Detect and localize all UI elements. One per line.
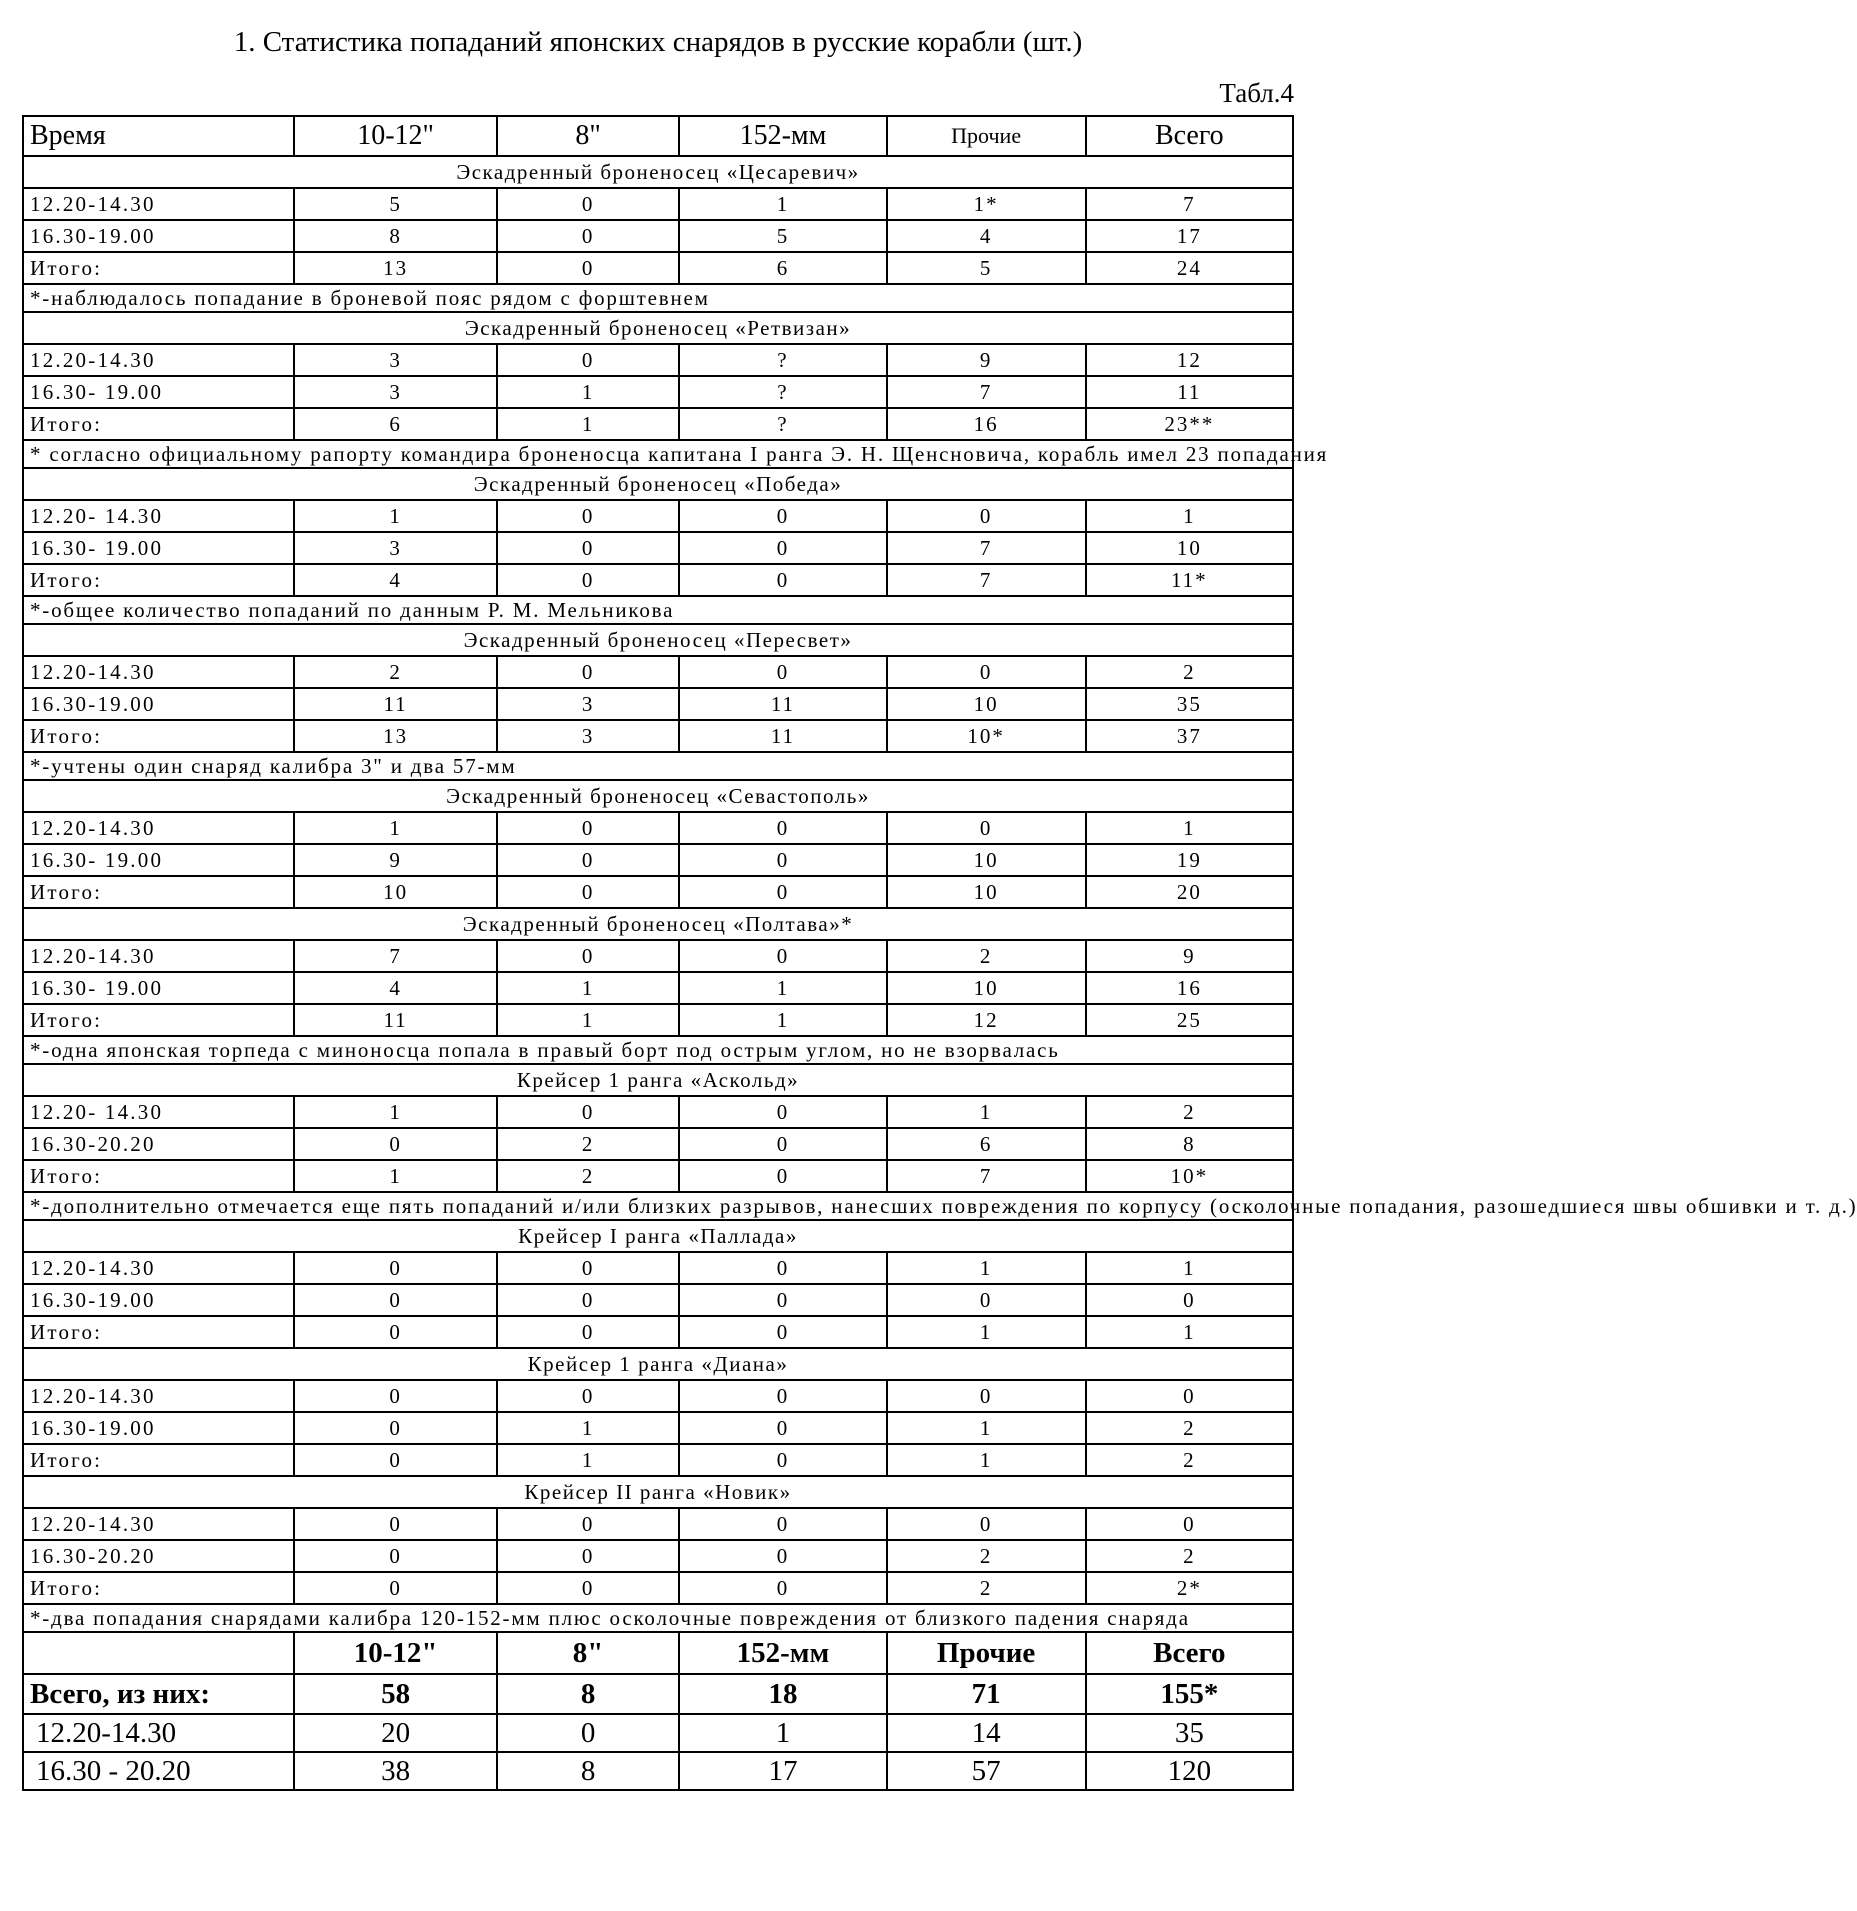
- cell-caliber-152mm: 0: [679, 1540, 886, 1572]
- cell-caliber-8: 0: [497, 876, 679, 908]
- summary-cell-time: 12.20-14.30: [23, 1714, 294, 1752]
- cell-total: 2: [1086, 1540, 1293, 1572]
- cell-total: 0: [1086, 1380, 1293, 1412]
- cell-caliber-8: 0: [497, 844, 679, 876]
- cell-total: 10: [1086, 532, 1293, 564]
- summary-cell-other: 57: [887, 1752, 1086, 1790]
- cell-total: 2: [1086, 656, 1293, 688]
- summary-cell-caliber-152mm: 17: [679, 1752, 886, 1790]
- cell-other: 10*: [887, 720, 1086, 752]
- cell-time: Итого:: [23, 564, 294, 596]
- cell-caliber-152mm: 0: [679, 876, 886, 908]
- cell-other: 10: [887, 688, 1086, 720]
- cell-caliber-10-12: 13: [294, 252, 497, 284]
- cell-caliber-152mm: 0: [679, 1444, 886, 1476]
- cell-caliber-152mm: 5: [679, 220, 886, 252]
- cell-caliber-152mm: 0: [679, 532, 886, 564]
- cell-caliber-152mm: 0: [679, 1572, 886, 1604]
- cell-caliber-152mm: ?: [679, 344, 886, 376]
- cell-time: 12.20-14.30: [23, 1380, 294, 1412]
- cell-time: Итого:: [23, 1444, 294, 1476]
- ship-name: Крейсер I ранга «Паллада»: [23, 1220, 1293, 1252]
- cell-total: 2: [1086, 1096, 1293, 1128]
- cell-caliber-152mm: 6: [679, 252, 886, 284]
- table-row: [23, 1508, 1293, 1540]
- cell-other: 1: [887, 1444, 1086, 1476]
- cell-time: Итого:: [23, 1316, 294, 1348]
- table-row: [23, 1380, 1293, 1412]
- summary-cell-caliber-152mm: 1: [679, 1714, 886, 1752]
- ship-name: Эскадренный броненосец «Полтава»*: [23, 908, 1293, 940]
- cell-caliber-10-12: 11: [294, 1004, 497, 1036]
- cell-time: 12.20-14.30: [23, 344, 294, 376]
- cell-other: 2: [887, 940, 1086, 972]
- cell-caliber-8: 0: [497, 656, 679, 688]
- table-row: [23, 532, 1293, 564]
- footnote: *-дополнительно отмечается еще пять попаданий и/или близких разрывов, нанесших повреждения по корпусу (осколочные попадания, разошедшиеся швы обшивки и т. д.): [23, 1192, 1293, 1220]
- ship-name: Эскадренный броненосец «Победа»: [23, 468, 1293, 500]
- cell-caliber-8: 2: [497, 1128, 679, 1160]
- cell-caliber-8: 1: [497, 1004, 679, 1036]
- cell-other: 9: [887, 344, 1086, 376]
- cell-other: 10: [887, 876, 1086, 908]
- cell-caliber-8: 3: [497, 720, 679, 752]
- cell-caliber-10-12: 0: [294, 1508, 497, 1540]
- ship-header-row: [23, 1220, 1293, 1252]
- cell-total: 11: [1086, 376, 1293, 408]
- cell-time: 12.20- 14.30: [23, 1096, 294, 1128]
- cell-caliber-10-12: 0: [294, 1316, 497, 1348]
- footnote-row: [23, 596, 1293, 624]
- footnote-row: [23, 752, 1293, 780]
- footnote: *-общее количество попаданий по данным Р. М. Мельникова: [23, 596, 1293, 624]
- cell-other: 0: [887, 500, 1086, 532]
- cell-time: Итого:: [23, 876, 294, 908]
- table-row: [23, 1128, 1293, 1160]
- ship-header-row: [23, 624, 1293, 656]
- cell-other: 1: [887, 1252, 1086, 1284]
- ship-name: Эскадренный броненосец «Цесаревич»: [23, 156, 1293, 188]
- ship-name: Эскадренный броненосец «Ретвизан»: [23, 312, 1293, 344]
- cell-time: 16.30- 19.00: [23, 376, 294, 408]
- summary-cell-caliber-10-12: 20: [294, 1714, 497, 1752]
- cell-caliber-8: 0: [497, 812, 679, 844]
- cell-total: 23**: [1086, 408, 1293, 440]
- ship-name: Крейсер 1 ранга «Диана»: [23, 1348, 1293, 1380]
- footnote: *-учтены один снаряд калибра 3" и два 57-мм: [23, 752, 1293, 780]
- footnote: *-наблюдалось попадание в броневой пояс рядом с форштевнем: [23, 284, 1293, 312]
- summary-header-caliber-8: 8": [497, 1632, 679, 1674]
- cell-other: 0: [887, 812, 1086, 844]
- summary-total-caliber-8: 8: [497, 1674, 679, 1714]
- cell-caliber-10-12: 11: [294, 688, 497, 720]
- cell-total: 24: [1086, 252, 1293, 284]
- ship-header-row: [23, 1064, 1293, 1096]
- cell-total: 0: [1086, 1508, 1293, 1540]
- cell-other: 2: [887, 1540, 1086, 1572]
- cell-total: 17: [1086, 220, 1293, 252]
- cell-total: 25: [1086, 1004, 1293, 1036]
- cell-time: 16.30-19.00: [23, 1284, 294, 1316]
- table-row: [23, 408, 1293, 440]
- table-row: [23, 688, 1293, 720]
- table-row: [23, 1160, 1293, 1192]
- table-row: [23, 940, 1293, 972]
- cell-caliber-8: 0: [497, 344, 679, 376]
- summary-cell-other: 14: [887, 1714, 1086, 1752]
- cell-caliber-152mm: 0: [679, 1096, 886, 1128]
- cell-caliber-8: 0: [497, 940, 679, 972]
- table-label: Табл.4: [1219, 78, 1294, 108]
- summary-period-row: [23, 1714, 1293, 1752]
- cell-total: 20: [1086, 876, 1293, 908]
- column-header-time: Время: [23, 116, 294, 156]
- cell-total: 2*: [1086, 1572, 1293, 1604]
- cell-caliber-8: 1: [497, 972, 679, 1004]
- cell-caliber-10-12: 3: [294, 344, 497, 376]
- cell-time: 12.20-14.30: [23, 1252, 294, 1284]
- cell-caliber-152mm: 1: [679, 972, 886, 1004]
- cell-caliber-152mm: 0: [679, 844, 886, 876]
- summary-header-caliber-10-12: 10-12": [294, 1632, 497, 1674]
- cell-other: 0: [887, 1284, 1086, 1316]
- cell-caliber-152mm: 11: [679, 720, 886, 752]
- cell-total: 12: [1086, 344, 1293, 376]
- footnote: *-два попадания снарядами калибра 120-152-мм плюс осколочные повреждения от близкого падения снаряда: [23, 1604, 1293, 1632]
- cell-other: 1: [887, 1316, 1086, 1348]
- cell-total: 10*: [1086, 1160, 1293, 1192]
- cell-total: 7: [1086, 188, 1293, 220]
- cell-time: 16.30- 19.00: [23, 532, 294, 564]
- cell-caliber-8: 0: [497, 1284, 679, 1316]
- cell-caliber-10-12: 0: [294, 1284, 497, 1316]
- cell-caliber-8: 0: [497, 564, 679, 596]
- table-row: [23, 1284, 1293, 1316]
- column-header-caliber-10-12: 10-12": [294, 116, 497, 156]
- table-row: [23, 844, 1293, 876]
- cell-caliber-8: 2: [497, 1160, 679, 1192]
- cell-caliber-152mm: 0: [679, 1284, 886, 1316]
- summary-header-other: Прочие: [887, 1632, 1086, 1674]
- cell-caliber-8: 0: [497, 188, 679, 220]
- cell-other: 12: [887, 1004, 1086, 1036]
- column-header-caliber-152mm: 152-мм: [679, 116, 886, 156]
- cell-other: 7: [887, 532, 1086, 564]
- header-row: [23, 116, 1293, 156]
- cell-caliber-8: 1: [497, 1444, 679, 1476]
- cell-caliber-152mm: 0: [679, 1160, 886, 1192]
- summary-cell-caliber-10-12: 38: [294, 1752, 497, 1790]
- cell-caliber-10-12: 0: [294, 1444, 497, 1476]
- cell-caliber-152mm: 0: [679, 1380, 886, 1412]
- cell-caliber-8: 0: [497, 1508, 679, 1540]
- cell-other: 6: [887, 1128, 1086, 1160]
- cell-other: 16: [887, 408, 1086, 440]
- ship-name: Крейсер II ранга «Новик»: [23, 1476, 1293, 1508]
- table-row: [23, 376, 1293, 408]
- cell-time: Итого:: [23, 1004, 294, 1036]
- cell-caliber-10-12: 1: [294, 1096, 497, 1128]
- cell-time: 12.20-14.30: [23, 656, 294, 688]
- cell-other: 5: [887, 252, 1086, 284]
- cell-caliber-10-12: 0: [294, 1380, 497, 1412]
- cell-caliber-8: 0: [497, 1096, 679, 1128]
- summary-total-row: [23, 1674, 1293, 1714]
- table-row: [23, 220, 1293, 252]
- table-row: [23, 720, 1293, 752]
- cell-caliber-152mm: 0: [679, 1316, 886, 1348]
- cell-caliber-10-12: 9: [294, 844, 497, 876]
- cell-other: 0: [887, 1380, 1086, 1412]
- cell-caliber-10-12: 1: [294, 812, 497, 844]
- ship-name: Эскадренный броненосец «Севастополь»: [23, 780, 1293, 812]
- cell-total: 1: [1086, 1252, 1293, 1284]
- cell-time: 16.30- 19.00: [23, 972, 294, 1004]
- cell-caliber-8: 0: [497, 220, 679, 252]
- cell-caliber-10-12: 8: [294, 220, 497, 252]
- table-row: [23, 188, 1293, 220]
- table-row: [23, 1444, 1293, 1476]
- cell-other: 10: [887, 972, 1086, 1004]
- table-row: [23, 876, 1293, 908]
- table-row: [23, 1004, 1293, 1036]
- ship-header-row: [23, 1476, 1293, 1508]
- cell-caliber-152mm: ?: [679, 408, 886, 440]
- summary-total-caliber-152mm: 18: [679, 1674, 886, 1714]
- cell-time: 12.20-14.30: [23, 812, 294, 844]
- cell-caliber-8: 0: [497, 1316, 679, 1348]
- cell-total: 2: [1086, 1412, 1293, 1444]
- cell-time: 16.30-19.00: [23, 220, 294, 252]
- cell-other: 2: [887, 1572, 1086, 1604]
- cell-caliber-10-12: 6: [294, 408, 497, 440]
- cell-caliber-152mm: 0: [679, 940, 886, 972]
- cell-other: 1*: [887, 188, 1086, 220]
- ship-header-row: [23, 156, 1293, 188]
- cell-other: 4: [887, 220, 1086, 252]
- table-row: [23, 812, 1293, 844]
- cell-caliber-10-12: 0: [294, 1572, 497, 1604]
- cell-time: Итого:: [23, 1160, 294, 1192]
- cell-caliber-10-12: 0: [294, 1412, 497, 1444]
- table-row: [23, 344, 1293, 376]
- summary-header-total: Всего: [1086, 1632, 1293, 1674]
- footnote: *-одна японская торпеда с миноносца попала в правый борт под острым углом, но не взорвалась: [23, 1036, 1293, 1064]
- cell-caliber-152mm: 0: [679, 1128, 886, 1160]
- cell-time: 16.30-19.00: [23, 1412, 294, 1444]
- summary-header-time: [23, 1632, 294, 1674]
- cell-total: 0: [1086, 1284, 1293, 1316]
- summary-header-caliber-152mm: 152-мм: [679, 1632, 886, 1674]
- footnote-row: [23, 1604, 1293, 1632]
- cell-caliber-8: 0: [497, 1380, 679, 1412]
- table-row: [23, 1540, 1293, 1572]
- cell-time: Итого:: [23, 252, 294, 284]
- cell-caliber-152mm: 0: [679, 564, 886, 596]
- summary-total-total: 155*: [1086, 1674, 1293, 1714]
- cell-time: 16.30-19.00: [23, 688, 294, 720]
- cell-caliber-152mm: 0: [679, 812, 886, 844]
- cell-time: Итого:: [23, 1572, 294, 1604]
- summary-total-caliber-10-12: 58: [294, 1674, 497, 1714]
- footnote-row: [23, 1036, 1293, 1064]
- document-title: 1. Статистика попаданий японских снарядов в русские корабли (шт.): [233, 26, 1083, 58]
- cell-caliber-10-12: 0: [294, 1128, 497, 1160]
- cell-caliber-10-12: 13: [294, 720, 497, 752]
- cell-other: 7: [887, 1160, 1086, 1192]
- cell-caliber-152mm: 0: [679, 500, 886, 532]
- cell-caliber-10-12: 2: [294, 656, 497, 688]
- cell-caliber-152mm: 1: [679, 188, 886, 220]
- cell-caliber-10-12: 7: [294, 940, 497, 972]
- cell-caliber-8: 0: [497, 252, 679, 284]
- cell-caliber-10-12: 1: [294, 1160, 497, 1192]
- cell-caliber-10-12: 1: [294, 500, 497, 532]
- cell-caliber-8: 0: [497, 1540, 679, 1572]
- cell-caliber-10-12: 10: [294, 876, 497, 908]
- cell-caliber-8: 3: [497, 688, 679, 720]
- cell-time: 12.20-14.30: [23, 1508, 294, 1540]
- table-row: [23, 1252, 1293, 1284]
- ship-header-row: [23, 468, 1293, 500]
- footnote-row: [23, 284, 1293, 312]
- cell-caliber-8: 1: [497, 1412, 679, 1444]
- ship-header-row: [23, 780, 1293, 812]
- table-row: [23, 1572, 1293, 1604]
- table-row: [23, 564, 1293, 596]
- table-row: [23, 656, 1293, 688]
- cell-caliber-10-12: 4: [294, 564, 497, 596]
- column-header-other: Прочие: [887, 116, 1086, 156]
- cell-caliber-152mm: 11: [679, 688, 886, 720]
- cell-other: 0: [887, 1508, 1086, 1540]
- cell-caliber-10-12: 4: [294, 972, 497, 1004]
- cell-caliber-152mm: ?: [679, 376, 886, 408]
- summary-cell-total: 120: [1086, 1752, 1293, 1790]
- hits-statistics-table: [22, 115, 1857, 1791]
- cell-total: 37: [1086, 720, 1293, 752]
- footnote-row: [23, 440, 1293, 468]
- cell-time: 16.30-20.20: [23, 1540, 294, 1572]
- cell-caliber-10-12: 5: [294, 188, 497, 220]
- cell-caliber-152mm: 0: [679, 656, 886, 688]
- cell-other: 1: [887, 1096, 1086, 1128]
- summary-header-row: [23, 1632, 1293, 1674]
- cell-time: Итого:: [23, 720, 294, 752]
- cell-caliber-152mm: 0: [679, 1252, 886, 1284]
- cell-other: 0: [887, 656, 1086, 688]
- cell-total: 11*: [1086, 564, 1293, 596]
- cell-time: 16.30- 19.00: [23, 844, 294, 876]
- summary-cell-time: 16.30 - 20.20: [23, 1752, 294, 1790]
- cell-total: 16: [1086, 972, 1293, 1004]
- cell-caliber-8: 0: [497, 1252, 679, 1284]
- cell-time: 12.20-14.30: [23, 188, 294, 220]
- cell-caliber-8: 1: [497, 376, 679, 408]
- cell-total: 2: [1086, 1444, 1293, 1476]
- summary-cell-caliber-8: 8: [497, 1752, 679, 1790]
- cell-time: Итого:: [23, 408, 294, 440]
- cell-caliber-10-12: 3: [294, 376, 497, 408]
- cell-other: 7: [887, 376, 1086, 408]
- cell-total: 9: [1086, 940, 1293, 972]
- summary-period-row: [23, 1752, 1293, 1790]
- ship-header-row: [23, 312, 1293, 344]
- cell-other: 7: [887, 564, 1086, 596]
- cell-total: 8: [1086, 1128, 1293, 1160]
- cell-caliber-10-12: 0: [294, 1252, 497, 1284]
- cell-caliber-152mm: 1: [679, 1004, 886, 1036]
- table-row: [23, 500, 1293, 532]
- table-row: [23, 252, 1293, 284]
- cell-total: 1: [1086, 812, 1293, 844]
- cell-total: 1: [1086, 1316, 1293, 1348]
- cell-other: 10: [887, 844, 1086, 876]
- cell-caliber-8: 0: [497, 532, 679, 564]
- cell-time: 12.20-14.30: [23, 940, 294, 972]
- cell-caliber-8: 0: [497, 1572, 679, 1604]
- ship-header-row: [23, 908, 1293, 940]
- column-header-caliber-8: 8": [497, 116, 679, 156]
- table-row: [23, 1316, 1293, 1348]
- ship-name: Крейсер 1 ранга «Аскольд»: [23, 1064, 1293, 1096]
- cell-caliber-152mm: 0: [679, 1508, 886, 1540]
- cell-caliber-152mm: 0: [679, 1412, 886, 1444]
- cell-time: 16.30-20.20: [23, 1128, 294, 1160]
- table-row: [23, 1412, 1293, 1444]
- table-row: [23, 972, 1293, 1004]
- cell-caliber-8: 1: [497, 408, 679, 440]
- ship-name: Эскадренный броненосец «Пересвет»: [23, 624, 1293, 656]
- footnote: * согласно официальному рапорту командира броненосца капитана I ранга Э. Н. Щенсновича, корабль имел 23 попадания: [23, 440, 1293, 468]
- cell-total: 1: [1086, 500, 1293, 532]
- summary-cell-caliber-8: 0: [497, 1714, 679, 1752]
- cell-other: 1: [887, 1412, 1086, 1444]
- ship-header-row: [23, 1348, 1293, 1380]
- summary-total-other: 71: [887, 1674, 1086, 1714]
- table-row: [23, 1096, 1293, 1128]
- summary-total-time: Всего, из них:: [23, 1674, 294, 1714]
- cell-total: 35: [1086, 688, 1293, 720]
- cell-total: 19: [1086, 844, 1293, 876]
- cell-caliber-8: 0: [497, 500, 679, 532]
- cell-time: 12.20- 14.30: [23, 500, 294, 532]
- cell-caliber-10-12: 0: [294, 1540, 497, 1572]
- summary-cell-total: 35: [1086, 1714, 1293, 1752]
- column-header-total: Всего: [1086, 116, 1293, 156]
- footnote-row: [23, 1192, 1293, 1220]
- cell-caliber-10-12: 3: [294, 532, 497, 564]
